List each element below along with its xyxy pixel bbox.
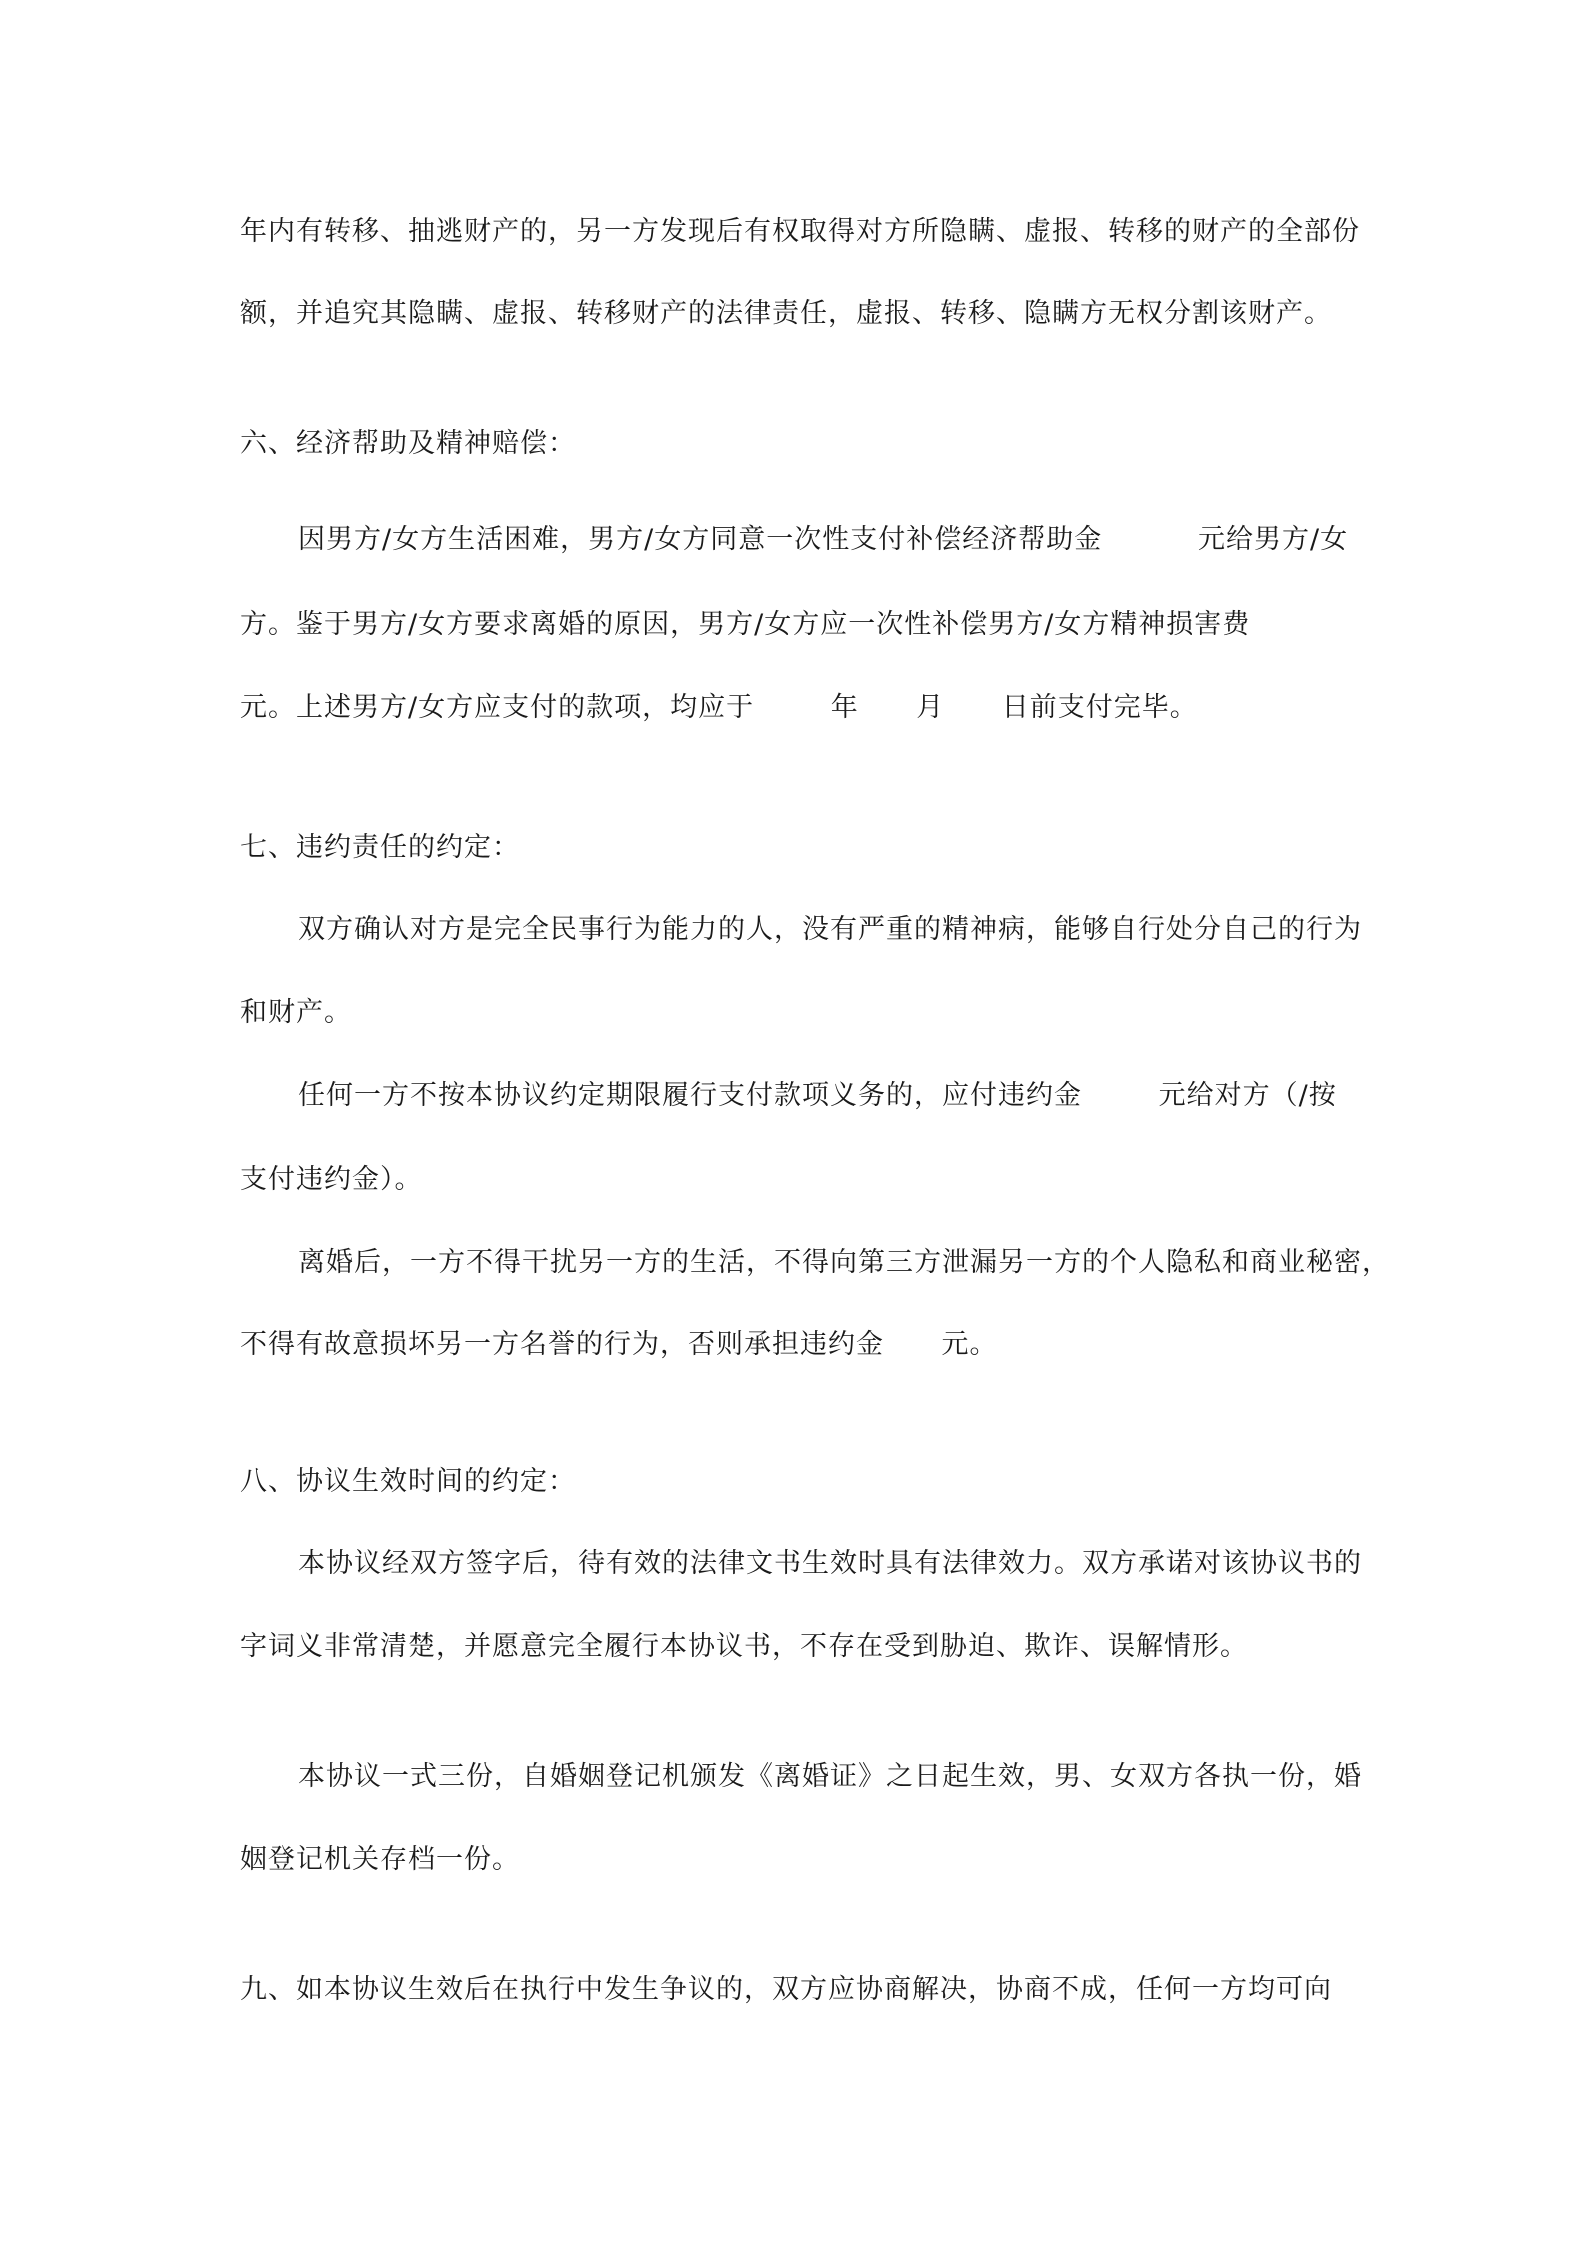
paragraph-line: 字词义非常清楚，并愿意完全履行本协议书，不存在受到胁迫、欺诈、误解情形。 — [240, 1631, 1248, 1662]
paragraph-line: 支付违约金）。 — [240, 1164, 423, 1195]
paragraph-line: 不得有故意损坏另一方名誉的行为，否则承担违约金 元。 — [240, 1329, 998, 1360]
section-heading-8: 八、协议生效时间的约定： — [240, 1466, 576, 1497]
paragraph-line: 因男方/女方生活困难，男方/女方同意一次性支付补偿经济帮助金 元给男方/女 — [298, 524, 1349, 555]
paragraph-line: 离婚后，一方不得干扰另一方的生活，不得向第三方泄漏另一方的个人隐私和商业秘密， — [298, 1247, 1390, 1278]
paragraph-line: 本协议一式三份，自婚姻登记机颁发《离婚证》之日起生效，男、女双方各执一份，婚 — [298, 1761, 1362, 1792]
paragraph-line: 年内有转移、抽逃财产的，另一方发现后有权取得对方所隐瞒、虚报、转移的财产的全部份 — [240, 216, 1360, 247]
paragraph-line: 任何一方不按本协议约定期限履行支付款项义务的，应付违约金 元给对方（/按 — [298, 1080, 1337, 1111]
paragraph-line: 方。鉴于男方/女方要求离婚的原因，男方/女方应一次性补偿男方/女方精神损害费 — [240, 609, 1251, 640]
paragraph-line: 元。上述男方/女方应支付的款项，均应于 年 月 日前支付完毕。 — [240, 692, 1198, 723]
section-heading-9: 九、如本协议生效后在执行中发生争议的，双方应协商解决，协商不成，任何一方均可向 — [240, 1974, 1332, 2005]
paragraph-line: 双方确认对方是完全民事行为能力的人，没有严重的精神病，能够自行处分自己的行为 — [298, 914, 1362, 945]
section-heading-6: 六、经济帮助及精神赔偿： — [240, 428, 576, 459]
paragraph-line: 额，并追究其隐瞒、虚报、转移财产的法律责任，虚报、转移、隐瞒方无权分割该财产。 — [240, 298, 1332, 329]
paragraph-line: 本协议经双方签字后，待有效的法律文书生效时具有法律效力。双方承诺对该协议书的 — [298, 1548, 1362, 1579]
paragraph-line: 姻登记机关存档一份。 — [240, 1844, 520, 1875]
paragraph-line: 和财产。 — [240, 997, 352, 1028]
section-heading-7: 七、违约责任的约定： — [240, 832, 520, 863]
